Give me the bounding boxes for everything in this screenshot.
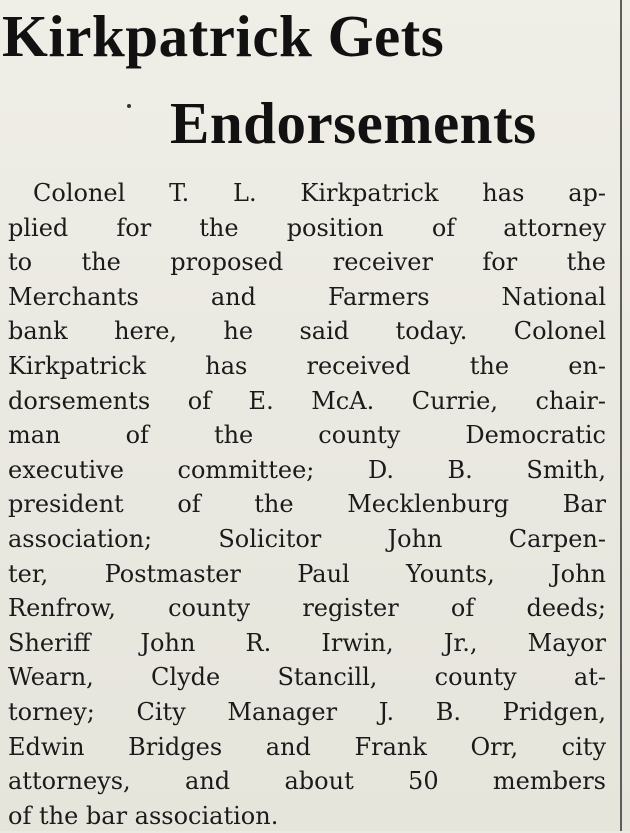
headline-line-2: Endorsements <box>170 90 537 156</box>
column-rule <box>620 0 622 831</box>
body-line: dorsements of E. McA. Currie, chair- <box>8 386 606 415</box>
body-line: Renfrow, county register of deeds; <box>8 594 606 623</box>
body-line: ter, Postmaster Paul Younts, John <box>8 559 606 588</box>
headline-line-1: Kirkpatrick Gets <box>2 3 445 69</box>
body-line: torney; City Manager J. B. Pridgen, <box>8 697 606 726</box>
body-line: Edwin Bridges and Frank Orr, city <box>8 732 606 761</box>
body-line: of the bar association. <box>8 801 279 830</box>
body-line: executive committee; D. B. Smith, <box>8 455 606 484</box>
body-line: president of the Mecklenburg Bar <box>8 490 606 519</box>
body-line: man of the county Democratic <box>8 421 606 450</box>
article-body <box>8 176 606 833</box>
body-line: to the proposed receiver for the <box>8 248 606 277</box>
body-line: Sheriff John R. Irwin, Jr., Mayor <box>8 628 606 657</box>
body-line: Colonel T. L. Kirkpatrick has ap- <box>33 179 606 207</box>
body-line: bank here, he said today. Colonel <box>8 317 606 346</box>
body-line: association; Solicitor John Carpen- <box>8 524 606 553</box>
body-line: attorneys, and about 50 members <box>8 767 606 796</box>
print-speck <box>127 104 131 108</box>
body-line: plied for the position of attorney <box>8 213 606 242</box>
body-line: Merchants and Farmers National <box>8 282 606 311</box>
body-line: Wearn, Clyde Stancill, county at- <box>8 663 606 692</box>
body-line: Kirkpatrick has received the en- <box>8 351 606 380</box>
